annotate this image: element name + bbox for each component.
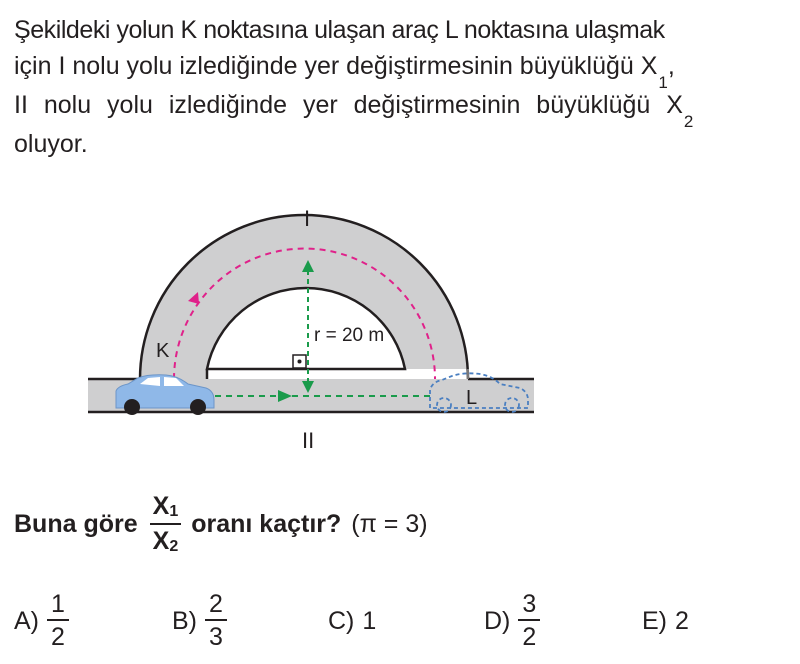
option-b-label: B) [172,606,197,635]
option-b-fraction [205,592,227,650]
option-a-denominator: 2 [51,623,65,651]
ratio-numerator [150,494,182,525]
point-l-label: L [466,387,478,409]
right-angle-dot [298,360,302,364]
pi-given: (π = 3) [351,510,428,538]
stem-line-3 [14,87,786,131]
ratio-num-var: X [152,492,170,520]
road-figure [80,200,550,460]
option-b-numerator: 2 [205,592,227,621]
ratio-denominator [153,525,179,555]
ratio-den-var: X [152,527,170,555]
option-d-label: D) [484,606,511,635]
stem-line-2-comma: , [667,52,675,80]
question-prompt [14,494,428,555]
stem-line-2-text: için I nolu yolu izlediğinde yer değiştirmesinin büyüklüğü X [14,52,658,80]
option-e-value: 2 [675,606,689,635]
point-k-label: K [156,340,170,362]
question-stem [14,12,786,162]
option-e-label: E) [642,606,667,635]
ratio-den-sub: 2 [169,538,179,555]
option-b-denominator: 3 [209,623,223,651]
road-diagram [80,200,550,460]
answer-options [14,588,794,654]
stem-line-1: Şekildeki yolun K noktasına ulaşan araç L noktasına ulaşmak [14,16,665,44]
option-d[interactable] [484,588,540,654]
option-c-label: C) [328,606,355,635]
option-a-numerator: 1 [47,592,69,621]
stem-line-4: oluyor. [14,130,88,158]
prompt-prefix: Buna göre [14,510,138,538]
path-label-ii: II [302,428,315,453]
stem-line-3-text: II nolu yolu izlediğinde yer değiştirmesinin büyüklüğü X [14,91,683,119]
option-a-fraction [47,592,69,650]
path-label-i: I [304,206,311,231]
option-d-numerator: 3 [518,592,540,621]
option-a[interactable] [14,588,69,654]
stem-line-2 [14,48,786,92]
option-a-label: A) [14,606,39,635]
option-c[interactable] [328,588,376,654]
prompt-suffix: oranı kaçtır? [191,510,342,538]
option-c-value: 1 [362,606,377,635]
ratio-num-sub: 1 [169,503,179,520]
radius-label: r = 20 m [314,325,385,346]
option-b[interactable] [172,588,227,654]
option-e[interactable] [642,588,689,654]
option-d-fraction [518,592,540,650]
ratio-fraction [150,494,182,555]
x2-subscript: 2 [683,112,694,131]
option-d-denominator: 2 [522,623,537,651]
x1-subscript: 1 [658,73,668,92]
